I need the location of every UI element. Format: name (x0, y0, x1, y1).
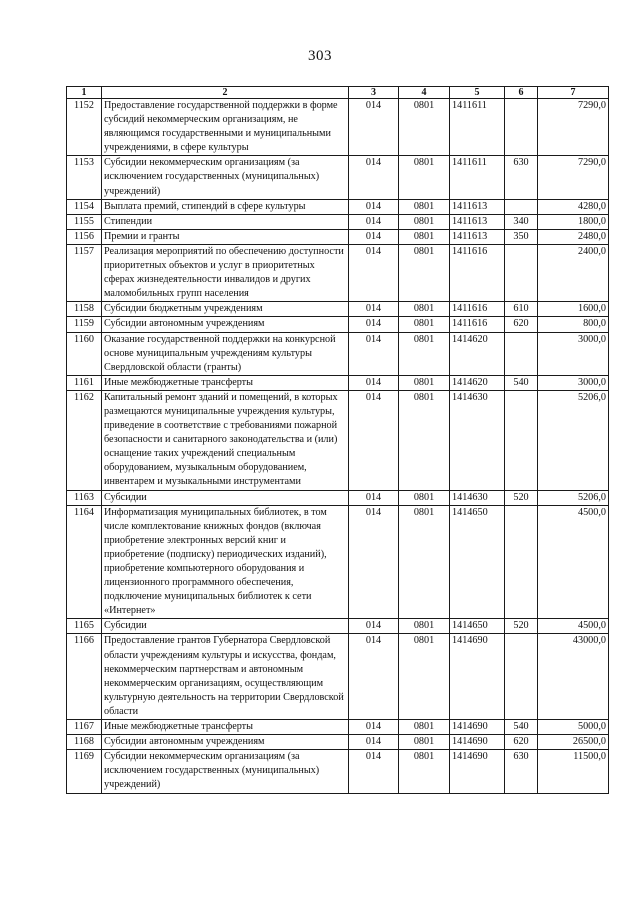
row-col-5: 1414690 (450, 634, 505, 720)
row-sum: 26500,0 (538, 735, 609, 750)
row-col-4: 0801 (399, 390, 450, 490)
row-col-4: 0801 (399, 332, 450, 375)
row-name: Предоставление государственной поддержки в форме субсидий некоммерческим организациям, не являющимся государственными и муниципальными учреждениями, в сфере культуры (102, 99, 349, 156)
budget-table (66, 86, 609, 794)
row-col-3: 014 (349, 244, 399, 301)
row-col-6: 620 (505, 317, 538, 332)
row-col-5: 1411611 (450, 156, 505, 199)
row-col-4: 0801 (399, 99, 450, 156)
row-col-6 (505, 390, 538, 490)
row-col-4: 0801 (399, 317, 450, 332)
row-col-5: 1414690 (450, 735, 505, 750)
row-col-3: 014 (349, 720, 399, 735)
row-number: 1152 (67, 99, 102, 156)
row-sum: 5206,0 (538, 490, 609, 505)
table-row (67, 302, 609, 317)
row-name: Предоставление грантов Губернатора Свердловской области учреждениям культуры и искусства, фондам, некоммерческим партнерствам и автономным некоммерческим организациям, осуществляющим культурную деятельность на территории Свердловской области (102, 634, 349, 720)
table-row (67, 375, 609, 390)
row-col-4: 0801 (399, 156, 450, 199)
row-number: 1169 (67, 750, 102, 793)
row-name: Субсидии (102, 619, 349, 634)
row-col-5: 1411613 (450, 229, 505, 244)
table-row (67, 505, 609, 619)
table-row (67, 199, 609, 214)
header-col-1: 1 (67, 87, 102, 99)
row-col-3: 014 (349, 750, 399, 793)
row-col-6 (505, 634, 538, 720)
header-col-3: 3 (349, 87, 399, 99)
row-sum: 4500,0 (538, 505, 609, 619)
row-name: Субсидии некоммерческим организациям (за исключением государственных (муниципальных) учреждений) (102, 156, 349, 199)
row-col-3: 014 (349, 390, 399, 490)
row-number: 1161 (67, 375, 102, 390)
row-col-6: 630 (505, 750, 538, 793)
header-col-2: 2 (102, 87, 349, 99)
row-sum: 5206,0 (538, 390, 609, 490)
table-row (67, 634, 609, 720)
row-col-6: 520 (505, 619, 538, 634)
row-name: Капитальный ремонт зданий и помещений, в которых размещаются муниципальные учреждения культуры, приведение в соответствие с требованиями пожарной безопасности и санитарного законодательства и (или) оснащение таких учреждений специальным оборудованием, музыкальным оборудованием, инвентарем и музыкальными инструментами (102, 390, 349, 490)
table-row (67, 214, 609, 229)
row-number: 1167 (67, 720, 102, 735)
row-name: Иные межбюджетные трансферты (102, 720, 349, 735)
table-row (67, 720, 609, 735)
row-sum: 7290,0 (538, 99, 609, 156)
row-name: Реализация мероприятий по обеспечению доступности приоритетных объектов и услуг в приоритетных сферах жизнедеятельности инвалидов и других маломобильных групп населения (102, 244, 349, 301)
row-sum: 3000,0 (538, 332, 609, 375)
row-col-5: 1414620 (450, 375, 505, 390)
row-col-3: 014 (349, 317, 399, 332)
row-col-5: 1411613 (450, 199, 505, 214)
row-col-4: 0801 (399, 619, 450, 634)
row-sum: 800,0 (538, 317, 609, 332)
row-sum: 1600,0 (538, 302, 609, 317)
row-number: 1158 (67, 302, 102, 317)
table-row (67, 490, 609, 505)
row-name: Субсидии (102, 490, 349, 505)
table-row (67, 750, 609, 793)
row-name: Оказание государственной поддержки на конкурсной основе муниципальным учреждениям культуры Свердловской области (гранты) (102, 332, 349, 375)
row-name: Субсидии автономным учреждениям (102, 735, 349, 750)
row-sum: 2400,0 (538, 244, 609, 301)
row-col-4: 0801 (399, 302, 450, 317)
row-number: 1163 (67, 490, 102, 505)
row-col-3: 014 (349, 634, 399, 720)
row-col-6: 620 (505, 735, 538, 750)
row-col-6: 540 (505, 720, 538, 735)
row-col-3: 014 (349, 156, 399, 199)
row-col-4: 0801 (399, 735, 450, 750)
row-name: Информатизация муниципальных библиотек, в том числе комплектование книжных фондов (включая приобретение электронных версий книг и приобретение (подписку) периодических изданий), приобретение компьютерного оборудования и лицензионного программного обеспечения, подключение муниципальных библиотек к сети «Интернет» (102, 505, 349, 619)
row-col-5: 1411613 (450, 214, 505, 229)
row-col-4: 0801 (399, 214, 450, 229)
table-row (67, 390, 609, 490)
row-col-5: 1414690 (450, 720, 505, 735)
header-col-5: 5 (450, 87, 505, 99)
row-col-5: 1411611 (450, 99, 505, 156)
row-col-5: 1411616 (450, 244, 505, 301)
table-row (67, 735, 609, 750)
row-number: 1166 (67, 634, 102, 720)
row-col-6 (505, 199, 538, 214)
table-row (67, 99, 609, 156)
row-number: 1160 (67, 332, 102, 375)
row-name: Выплата премий, стипендий в сфере культуры (102, 199, 349, 214)
row-col-5: 1414690 (450, 750, 505, 793)
row-col-4: 0801 (399, 750, 450, 793)
row-col-6 (505, 332, 538, 375)
row-number: 1156 (67, 229, 102, 244)
header-row (67, 87, 609, 99)
table-row (67, 619, 609, 634)
row-col-5: 1414650 (450, 505, 505, 619)
row-number: 1168 (67, 735, 102, 750)
header-col-7: 7 (538, 87, 609, 99)
row-col-3: 014 (349, 375, 399, 390)
row-number: 1162 (67, 390, 102, 490)
row-col-4: 0801 (399, 634, 450, 720)
row-col-3: 014 (349, 229, 399, 244)
table-row (67, 317, 609, 332)
row-number: 1153 (67, 156, 102, 199)
row-number: 1165 (67, 619, 102, 634)
row-name: Премии и гранты (102, 229, 349, 244)
row-name: Субсидии автономным учреждениям (102, 317, 349, 332)
row-sum: 7290,0 (538, 156, 609, 199)
row-col-6 (505, 99, 538, 156)
row-sum: 2480,0 (538, 229, 609, 244)
row-col-6: 520 (505, 490, 538, 505)
row-name: Стипендии (102, 214, 349, 229)
row-col-3: 014 (349, 214, 399, 229)
row-col-6: 610 (505, 302, 538, 317)
table-row (67, 229, 609, 244)
row-col-5: 1411616 (450, 317, 505, 332)
row-col-6: 350 (505, 229, 538, 244)
row-col-3: 014 (349, 735, 399, 750)
header-col-4: 4 (399, 87, 450, 99)
row-col-3: 014 (349, 505, 399, 619)
row-col-4: 0801 (399, 229, 450, 244)
row-col-4: 0801 (399, 375, 450, 390)
row-number: 1154 (67, 199, 102, 214)
page-number: 303 (308, 48, 332, 64)
row-name: Субсидии бюджетным учреждениям (102, 302, 349, 317)
row-col-3: 014 (349, 199, 399, 214)
row-col-3: 014 (349, 619, 399, 634)
row-col-6: 540 (505, 375, 538, 390)
row-number: 1164 (67, 505, 102, 619)
row-number: 1157 (67, 244, 102, 301)
row-col-5: 1414630 (450, 490, 505, 505)
row-name: Иные межбюджетные трансферты (102, 375, 349, 390)
row-col-3: 014 (349, 490, 399, 505)
row-col-4: 0801 (399, 199, 450, 214)
row-name: Субсидии некоммерческим организациям (за исключением государственных (муниципальных) учреждений) (102, 750, 349, 793)
row-col-4: 0801 (399, 244, 450, 301)
table-row (67, 244, 609, 301)
row-col-6: 340 (505, 214, 538, 229)
row-col-3: 014 (349, 99, 399, 156)
table-row (67, 332, 609, 375)
row-col-6 (505, 244, 538, 301)
row-col-6: 630 (505, 156, 538, 199)
row-sum: 3000,0 (538, 375, 609, 390)
row-number: 1155 (67, 214, 102, 229)
row-sum: 4280,0 (538, 199, 609, 214)
row-col-4: 0801 (399, 490, 450, 505)
row-sum: 43000,0 (538, 634, 609, 720)
row-sum: 11500,0 (538, 750, 609, 793)
row-col-5: 1411616 (450, 302, 505, 317)
header-col-6: 6 (505, 87, 538, 99)
table-row (67, 156, 609, 199)
row-col-5: 1414620 (450, 332, 505, 375)
row-col-5: 1414630 (450, 390, 505, 490)
row-col-4: 0801 (399, 505, 450, 619)
row-sum: 4500,0 (538, 619, 609, 634)
row-number: 1159 (67, 317, 102, 332)
row-col-4: 0801 (399, 720, 450, 735)
row-sum: 5000,0 (538, 720, 609, 735)
row-col-3: 014 (349, 332, 399, 375)
row-col-3: 014 (349, 302, 399, 317)
row-col-5: 1414650 (450, 619, 505, 634)
row-sum: 1800,0 (538, 214, 609, 229)
row-col-6 (505, 505, 538, 619)
